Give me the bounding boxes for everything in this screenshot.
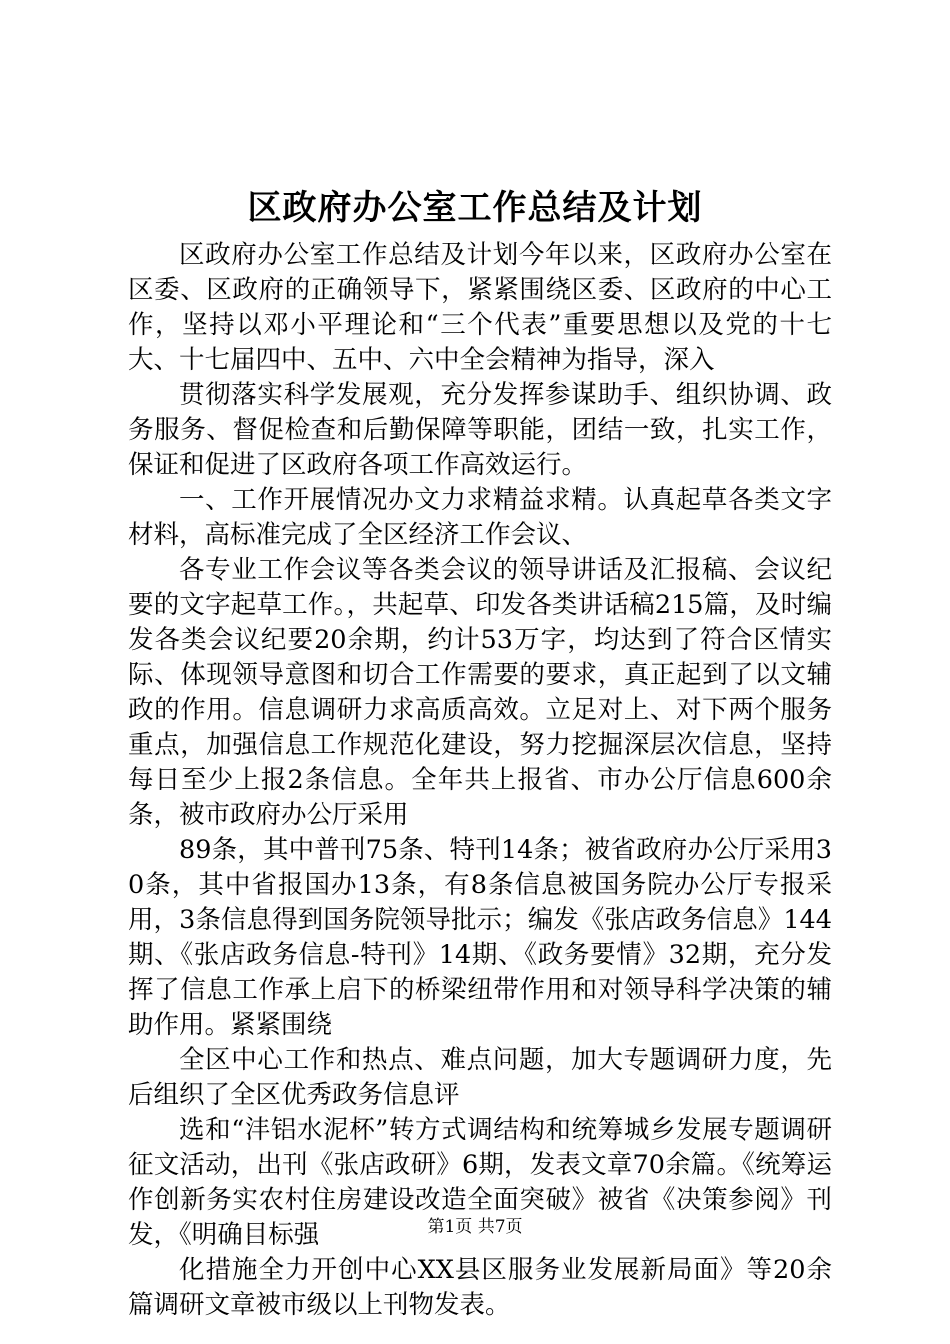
paragraph-6: 全区中心工作和热点、难点问题，加大专题调研力度，先后组织了全区优秀政务信息评 — [128, 1045, 832, 1110]
paragraph-3: 一、工作开展情况办文力求精益求精。认真起草各类文字材料，高标准完成了全区经济工作会议、 — [128, 485, 832, 550]
document-body — [128, 238, 832, 1323]
paragraph-4: 各专业工作会议等各类会议的领导讲话及汇报稿、会议纪要的文字起草工作。，共起草、印发各类讲话稿215篇，及时编发各类会议纪要20余期，约计53万字，均达到了符合区情实际、体现领导意图和切合工作需要的要求，真正起到了以文辅政的作用。信息调研力求高质高效。立足对上、对下两个服务重点，加强信息工作规范化建设，努力挖掘深层次信息，坚持每日至少上报2条信息。全年共上报省、市办公厅信息600余条，被市政府办公厅采用 — [128, 555, 832, 830]
paragraph-7: 选和“沣铝水泥杯”转方式调结构和统筹城乡发展专题调研征文活动，出刊《张店政研》6期，发表文章70余篇。《统筹运作创新务实农村住房建设改造全面突破》被省《决策参阅》刊发，《明确目标强 — [128, 1115, 832, 1250]
paragraph-8: 化措施全力开创中心XX县区服务业发展新局面》等20余篇调研文章被市级以上刊物发表。 — [128, 1255, 832, 1320]
paragraph-5: 89条，其中普刊75条、特刊14条；被省政府办公厅采用30条，其中省报国办13条，有8条信息被国务院办公厅专报采用，3条信息得到国务院领导批示；编发《张店政务信息》144期、《张店政务信息-特刊》14期、《政务要情》32期，充分发挥了信息工作承上启下的桥梁纽带作用和对领导科学决策的辅助作用。紧紧围绕 — [128, 835, 832, 1040]
document-title: 区政府办公室工作总结及计划 — [247, 188, 703, 228]
paragraph-1: 区政府办公室工作总结及计划今年以来，区政府办公室在区委、区政府的正确领导下，紧紧围绕区委、区政府的中心工作，坚持以邓小平理论和“三个代表”重要思想以及党的十七大、十七届四中、五中、六中全会精神为指导，深入 — [128, 240, 832, 375]
paragraph-2: 贯彻落实科学发展观，充分发挥参谋助手、组织协调、政务服务、督促检查和后勤保障等职能，团结一致，扎实工作，保证和促进了区政府各项工作高效运行。 — [128, 380, 832, 480]
page-number-footer: 第1页 共7页 — [427, 1217, 523, 1237]
